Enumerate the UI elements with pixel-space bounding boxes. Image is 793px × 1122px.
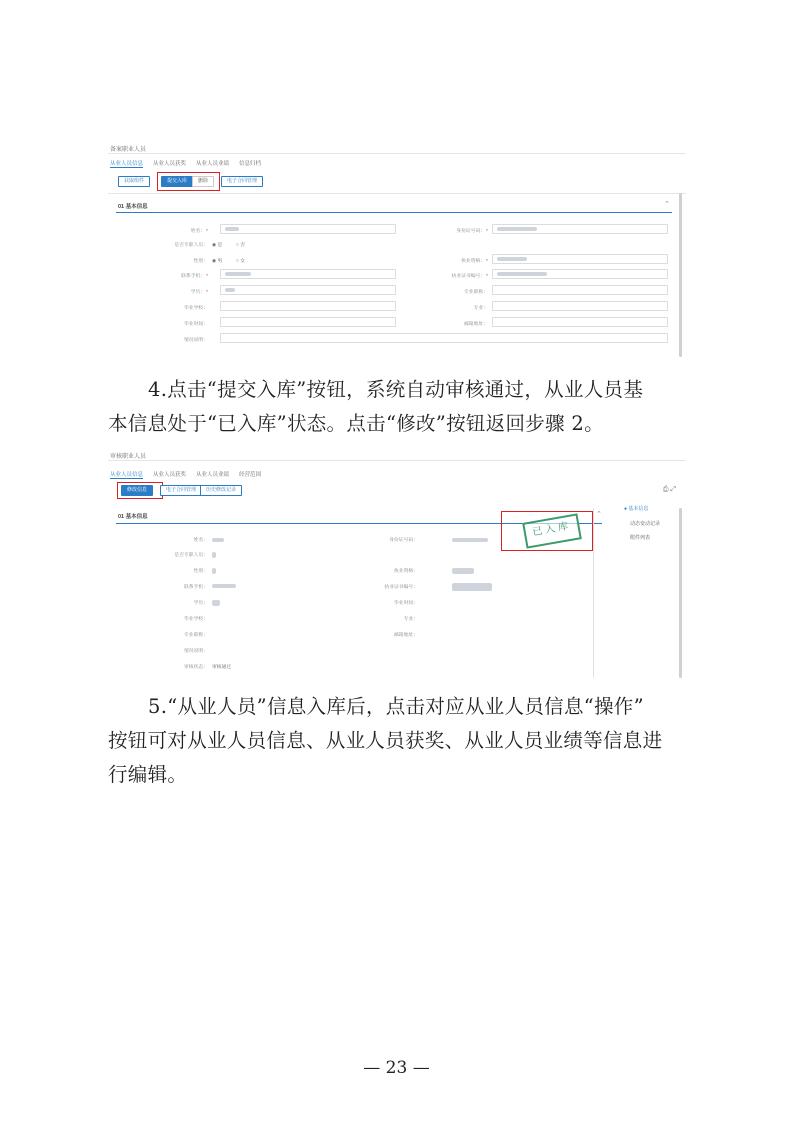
radio-yes[interactable]: ◉ 是 (212, 243, 223, 248)
page-title: 审核职业人员 (110, 454, 147, 460)
label-job-cert: 执业资格： (394, 569, 418, 574)
tab-staff-performance[interactable]: 从业人员业绩 (196, 472, 230, 478)
education-select[interactable] (220, 285, 396, 295)
phone-input[interactable] (220, 269, 396, 279)
tab-bar (110, 470, 261, 479)
section-underline (116, 212, 672, 213)
email-input[interactable] (492, 317, 668, 327)
employ-no-value (452, 583, 492, 591)
modify-button[interactable]: 修改信息 (121, 485, 153, 496)
label-grad-time: 毕业时间： (184, 322, 208, 327)
label-grad-time: 毕业时间： (394, 601, 418, 606)
screenshot-edit-form (108, 141, 686, 358)
label-phone: 联系手机：* (181, 274, 208, 279)
stored-stamp: 已入库 (522, 513, 582, 548)
get-component-button[interactable]: 获取组件 (118, 176, 150, 187)
remark-input[interactable] (220, 333, 668, 343)
label-audit: 审核状态： (184, 665, 208, 670)
education-value (212, 600, 220, 606)
para5-line2: 按钮可对从业人员信息、从业人员获奖、从业人员业绩等信息进 (108, 729, 663, 752)
screenshot-approved-view (108, 448, 686, 680)
divider (108, 193, 686, 194)
label-phone: 联系手机： (184, 585, 208, 590)
label-name: 姓名：* (190, 229, 208, 234)
tab-bar (110, 159, 261, 168)
tab-staff-awards[interactable]: 从业人员获奖 (153, 161, 187, 167)
label-school: 毕业学校： (184, 617, 208, 622)
label-is-employee: 是否专职人员： (174, 553, 208, 558)
tab-staff-awards[interactable]: 从业人员获奖 (153, 472, 187, 478)
econtract-button[interactable]: 电子合同管理 (160, 485, 202, 496)
id-no-input[interactable] (492, 224, 668, 234)
label-employ-no: 执业证书编号：* (451, 274, 488, 279)
label-email: 邮箱地址： (394, 633, 418, 638)
label-name: 姓名： (193, 538, 208, 543)
label-education: 学历：* (190, 290, 208, 295)
instruction-paragraph-4 (108, 373, 693, 441)
gender-value (212, 568, 216, 574)
econtract-button[interactable]: 电子合同管理 (221, 176, 263, 187)
label-title-level: 专业职称： (184, 633, 208, 638)
scrollbar[interactable] (679, 508, 682, 678)
page-title: 备案职业人员 (110, 147, 147, 153)
instruction-paragraph-5 (108, 690, 693, 792)
tab-staff-performance[interactable]: 从业人员业绩 (196, 161, 230, 167)
label-gender: 性别： (193, 569, 208, 574)
label-id-no: 身份证号码：* (456, 229, 488, 234)
section-heading: 01 基本信息 (118, 204, 148, 210)
label-job-cert: 执业资格：* (461, 259, 488, 264)
tab-business-scope[interactable]: 经营范围 (239, 472, 262, 478)
content-divider (593, 508, 594, 678)
label-remark: 情况说明： (184, 649, 208, 654)
para4-line1: 4.点击“提交入库”按钮，系统自动审核通过，从业人员基 (148, 378, 644, 401)
label-school: 毕业学校： (184, 306, 208, 311)
is-employee-value (212, 552, 216, 558)
tab-archive[interactable]: 信息归档 (239, 161, 262, 167)
page-number: — 23 — (363, 1058, 430, 1078)
para4-line2: 本信息处于“已入库”状态。点击“修改”按钮返回步骤 2。 (108, 412, 604, 435)
submit-button[interactable]: 提交入库 (161, 176, 193, 187)
radio-no[interactable]: ○ 否 (236, 243, 246, 248)
radio-female[interactable]: ○ 女 (236, 259, 246, 264)
name-value (212, 538, 224, 542)
history-button[interactable]: 历史修改记录 (200, 485, 242, 496)
label-title-level: 专业职称： (464, 290, 488, 295)
divider (108, 460, 686, 461)
name-input[interactable] (220, 224, 396, 234)
collapse-icon[interactable]: ⌃ (664, 201, 670, 208)
label-is-employee: 是否专职人员： (174, 243, 208, 248)
label-major: 专业： (473, 306, 488, 311)
id-no-value (452, 538, 488, 542)
para5-line1: 5.“从业人员”信息入库后，点击对应从业人员信息“操作” (148, 695, 644, 718)
label-remark: 情况说明： (184, 338, 208, 343)
job-cert-value (452, 568, 474, 574)
label-email: 邮箱地址： (464, 322, 488, 327)
side-nav-change-log[interactable]: 动态变动记录 (630, 521, 661, 527)
label-gender: 性别： (193, 259, 208, 264)
label-employ-no: 执业证书编号： (384, 585, 418, 590)
para5-line3: 行编辑。 (108, 763, 188, 786)
delete-button[interactable]: 删除 (192, 176, 214, 187)
tab-staff-info[interactable]: 从业人员信息 (110, 472, 144, 478)
print-icon[interactable]: ⎙ ⤢ (662, 486, 676, 493)
school-input[interactable] (220, 301, 396, 311)
major-input[interactable] (492, 301, 668, 311)
side-nav-basic-info[interactable]: ● 基本信息 (624, 506, 649, 512)
label-education: 学历： (193, 601, 208, 606)
job-cert-select[interactable] (492, 254, 668, 264)
tab-staff-info[interactable]: 从业人员信息 (110, 161, 144, 167)
title-level-select[interactable] (492, 285, 668, 295)
label-major: 专业： (403, 617, 418, 622)
collapse-icon[interactable]: ⌃ (596, 511, 602, 518)
grad-time-input[interactable] (220, 317, 396, 327)
phone-value (212, 584, 236, 588)
scrollbar[interactable] (679, 193, 682, 357)
employ-no-input[interactable] (492, 269, 668, 279)
radio-male[interactable]: ◉ 男 (212, 259, 223, 264)
side-nav-attachments[interactable]: 附件列表 (630, 535, 651, 541)
label-id-no: 身份证号码： (389, 538, 418, 543)
audit-value: 审核通过 (212, 665, 232, 670)
section-heading: 01 基本信息 (118, 514, 148, 520)
divider (108, 153, 686, 154)
